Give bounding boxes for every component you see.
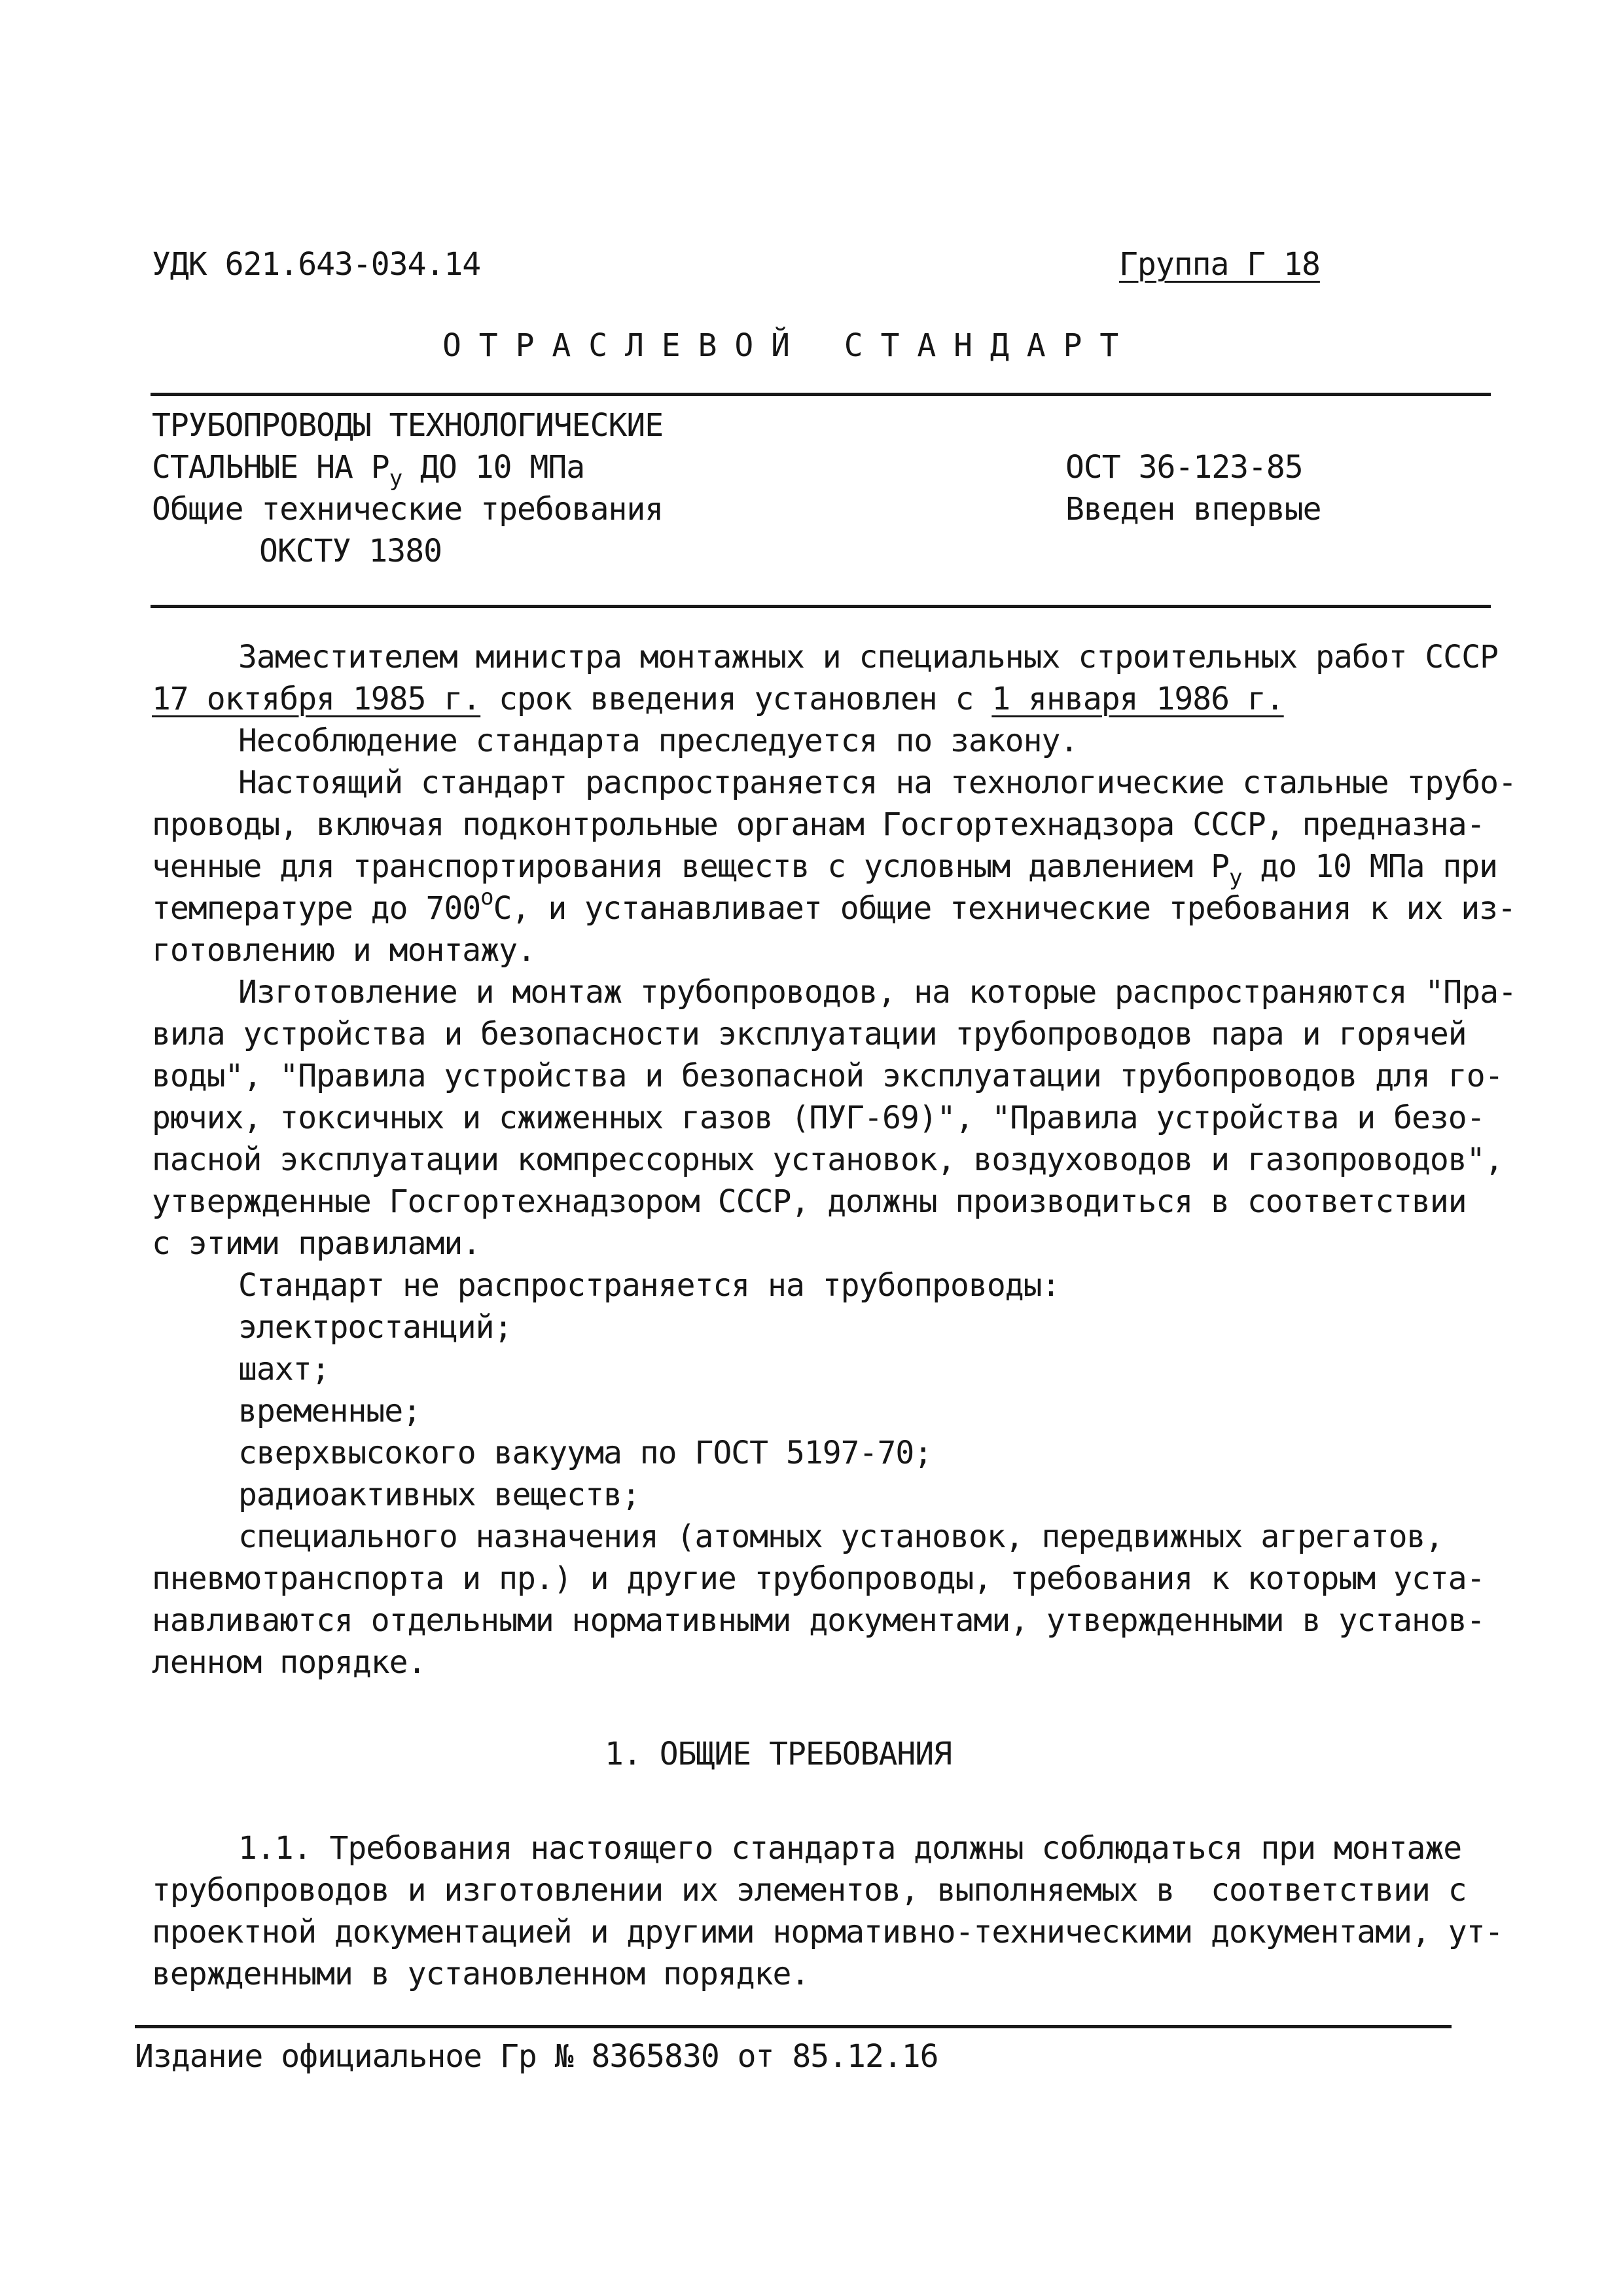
text-line: утвержденные Госгортехнадзором СССР, должны производиться в соответствии xyxy=(152,1183,1467,1220)
text-line: 17 октября 1985 г. срок введения установлен с 1 января 1986 г. xyxy=(152,681,1284,717)
list-item: сверхвысокого вакуума по ГОСТ 5197-70; xyxy=(238,1435,933,1471)
section-heading: 1. ОБЩИЕ ТРЕБОВАНИЯ xyxy=(605,1736,952,1772)
list-item: специального назначения (атомных установок, передвижных агрегатов, xyxy=(238,1518,1444,1555)
list-item: электростанций; xyxy=(238,1309,512,1346)
group-code: Группа Г 18 xyxy=(1119,246,1320,283)
text-line: проводы, включая подконтрольные органам Госгортехнадзора СССР, предназна- xyxy=(152,806,1485,843)
text-line: Заместителем министра монтажных и специальных строительных работ СССР xyxy=(238,639,1498,675)
subject-line-3: Общие технические требования xyxy=(152,491,664,528)
text-line: вила устройства и безопасности эксплуатации трубопроводов пара и горячей xyxy=(152,1016,1467,1052)
text-line: готовлению и монтажу. xyxy=(152,932,535,969)
text-line: навливаются отдельными нормативными документами, утвержденными в установ- xyxy=(152,1602,1485,1639)
text-line: пневмотранспорта и пр.) и другие трубопроводы, требования к которым уста- xyxy=(152,1560,1485,1597)
text-line: с этими правилами. xyxy=(152,1225,481,1262)
footer-rule xyxy=(135,2025,1452,2028)
text-line: Настоящий стандарт распространяется на технологические стальные трубо- xyxy=(238,764,1516,801)
text-line: пасной эксплуатации компрессорных установок, воздуховодов и газопроводов", xyxy=(152,1141,1503,1178)
text-line: ченные для транспортирования веществ с условным давлением $Р_у$ до 10 МПа при xyxy=(152,848,1498,891)
text-line: рючих, токсичных и сжиженных газов (ПУГ-69)", "Правила устройства и безо- xyxy=(152,1100,1485,1136)
text-line: вержденными в установленном порядке. xyxy=(152,1956,810,1992)
text-line: 1.1. Требования настоящего стандарта должны соблюдаться при монтаже xyxy=(238,1830,1462,1867)
text-line: проектной документацией и другими нормативно-техническими документами, ут- xyxy=(152,1914,1503,1950)
udk-code: УДК 621.643-034.14 xyxy=(152,246,481,283)
standard-code: ОСТ 36-123-85 xyxy=(1065,449,1303,486)
document-type-title: О Т Р А С Л Е В О Й С Т А Н Д А Р Т xyxy=(442,327,1118,364)
oksty-code: ОКСТУ 1380 xyxy=(259,533,442,569)
list-item: временные; xyxy=(238,1393,421,1429)
text-line: трубопроводов и изготовлении их элементов, выполняемых в соответствии с xyxy=(152,1872,1467,1909)
list-item: шахт; xyxy=(238,1351,330,1388)
title-block-rule xyxy=(151,605,1491,608)
text-line: ленном порядке. xyxy=(152,1644,426,1681)
footer-publication-info: Издание официальное Гр № 8365830 от 85.12.16 xyxy=(135,2038,938,2075)
subject-line-2: СТАЛЬНЫЕ НА $Р_у$ ДО 10 МПа xyxy=(152,449,585,492)
text-line: воды", "Правила устройства и безопасной эксплуатации трубопроводов для го- xyxy=(152,1058,1503,1094)
subject-line-1: ТРУБОПРОВОДЫ ТЕХНОЛОГИЧЕСКИЕ xyxy=(152,407,664,444)
text-line: температуре до $700^оС$, и устанавливает общие технические требования к их из- xyxy=(152,884,1516,927)
standard-status: Введен впервые xyxy=(1065,491,1321,528)
text-line: Стандарт не распространяется на трубопроводы: xyxy=(238,1267,1060,1304)
text-line: Несоблюдение стандарта преследуется по закону. xyxy=(238,723,1079,759)
text-line: Изготовление и монтаж трубопроводов, на которые распространяются "Пра- xyxy=(238,974,1516,1011)
top-rule xyxy=(151,393,1491,396)
list-item: радиоактивных веществ; xyxy=(238,1477,640,1513)
